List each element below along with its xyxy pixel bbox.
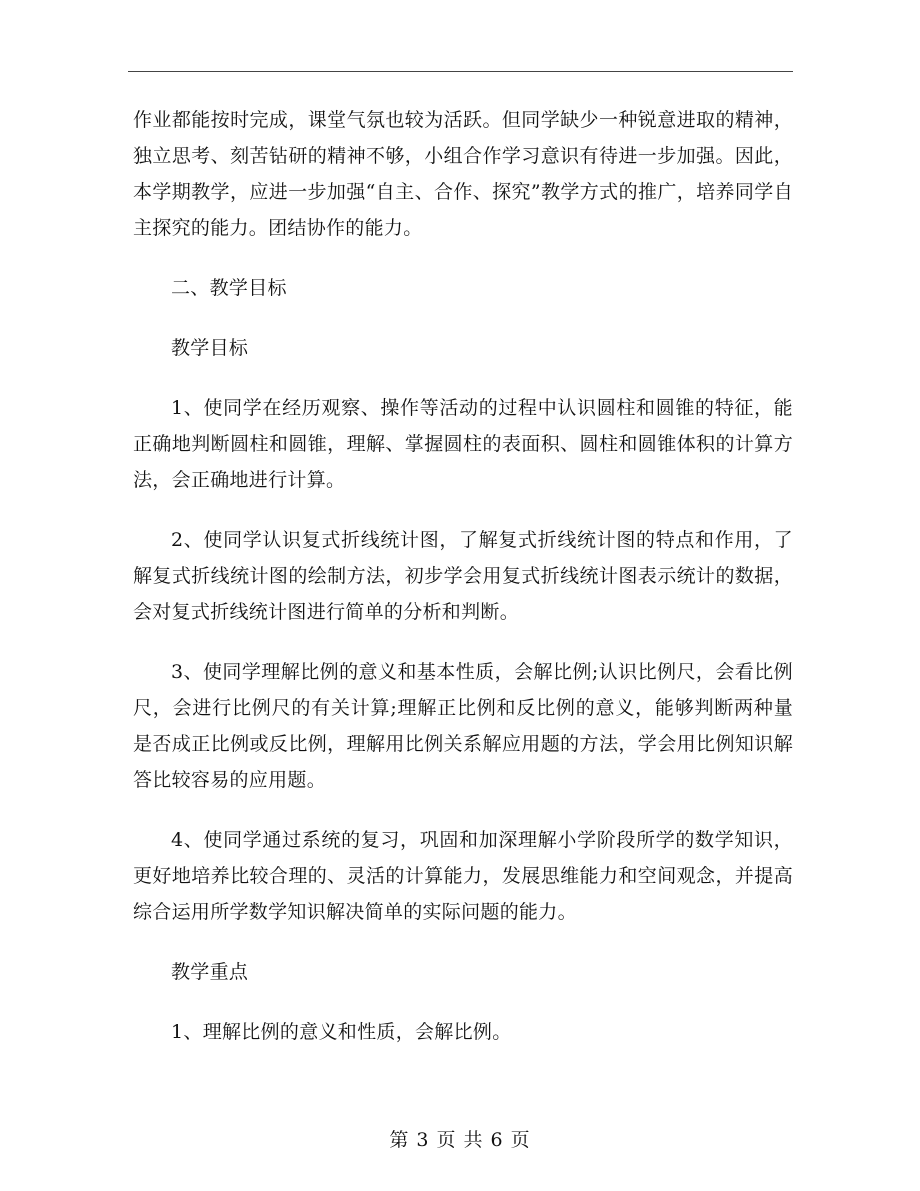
paragraph-continuation: 作业都能按时完成，课堂气氛也较为活跃。但同学缺少一种锐意进取的精神，独立思考、刻苦钻研的精神不够，小组合作学习意识有待进一步加强。因此，本学期教学，应进一步加强“自主、合作、探究”教学方式的推广，培养同学自主探究的能力。团结协作的能力。	[133, 109, 793, 239]
focus-item-1: 1、理解比例的意义和性质，会解比例。	[171, 1021, 512, 1043]
subheading-teaching-goals: 教学目标	[171, 337, 249, 359]
page-number-label: 第 3 页 共 6 页	[389, 1129, 531, 1151]
header-rule	[128, 71, 793, 72]
document-body	[133, 102, 793, 1074]
goal-item-3: 3、使同学理解比例的意义和基本性质，会解比例;认识比例尺，会看比例尺，会进行比例尺的有关计算;理解正比例和反比例的意义，能够判断两种量是否成正比例或反比例，理解用比例关系解应用题的方法，学会用比例知识解答比较容易的应用题。	[133, 661, 793, 791]
section-heading-teaching-goals: 二、教学目标	[171, 277, 287, 299]
goal-item-4: 4、使同学通过系统的复习，巩固和加深理解小学阶段所学的数学知识，更好地培养比较合理的、灵活的计算能力，发展思维能力和空间观念，并提高综合运用所学数学知识解决简单的实际问题的能力。	[133, 829, 793, 923]
goal-item-1: 1、使同学在经历观察、操作等活动的过程中认识圆柱和圆锥的特征，能正确地判断圆柱和圆锥，理解、掌握圆柱的表面积、圆柱和圆锥体积的计算方法，会正确地进行计算。	[133, 397, 793, 491]
page-footer	[0, 1128, 920, 1152]
goal-item-2: 2、使同学认识复式折线统计图，了解复式折线统计图的特点和作用，了解复式折线统计图的绘制方法，初步学会用复式折线统计图表示统计的数据，会对复式折线统计图进行简单的分析和判断。	[133, 529, 793, 623]
subheading-teaching-focus: 教学重点	[171, 961, 249, 983]
